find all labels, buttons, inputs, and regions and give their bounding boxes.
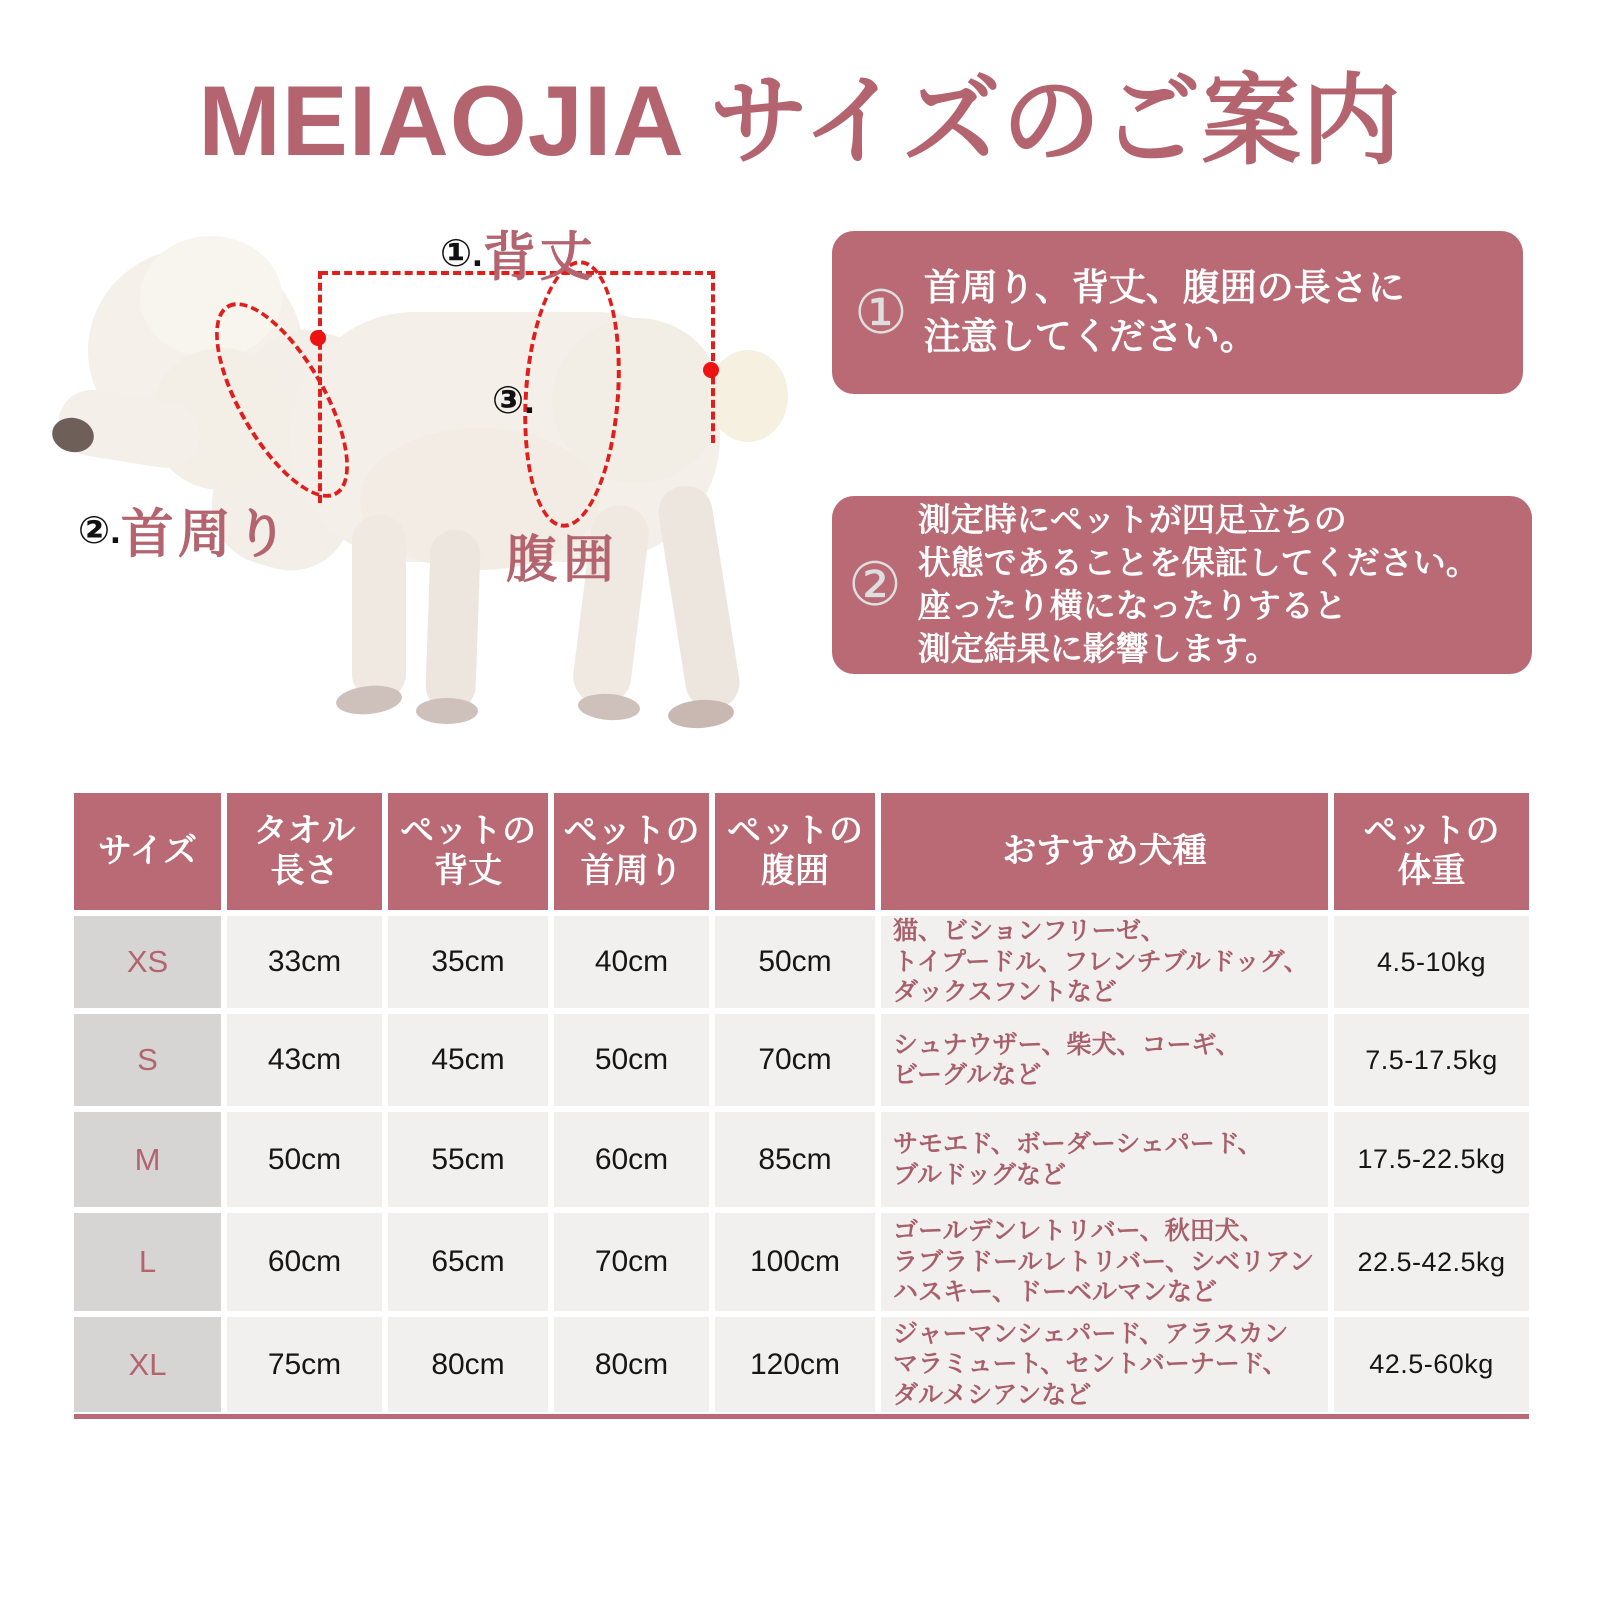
header-neck-girth: ペットの 首周り	[554, 793, 709, 910]
cell-belly-l: 100cm	[715, 1213, 875, 1311]
cell-weight-xs: 4.5-10kg	[1334, 916, 1529, 1008]
measure-point-shoulder	[310, 330, 326, 346]
cell-back-l: 65cm	[388, 1213, 548, 1311]
belly-girth-number: ③.	[492, 380, 535, 422]
measure-point-rump	[703, 362, 719, 378]
back-length-line-right-end	[711, 271, 715, 443]
cell-breeds-m: サモエド、ボーダーシェパード、 ブルドッグなど	[881, 1112, 1328, 1207]
page-title: MEIAOJIA サイズのご案内	[198, 65, 1402, 176]
cell-towel-l: 60cm	[227, 1213, 382, 1311]
dog-paw	[577, 692, 641, 722]
header-back-length: ペットの 背丈	[388, 793, 548, 910]
label-belly-girth: 腹囲	[506, 531, 621, 588]
note-2-text: 測定時にペットが四足立ちの 状態であることを保証してください。 座ったり横になったりすると 測定結果に影響します。	[917, 501, 1479, 667]
cell-back-s: 45cm	[388, 1014, 548, 1106]
note-1-number-icon: ①	[854, 278, 908, 346]
cell-back-xl: 80cm	[388, 1317, 548, 1412]
note-1	[832, 231, 1523, 394]
note-2	[832, 496, 1532, 674]
cell-breeds-xs: 猫、ビションフリーゼ、 トイプードル、フレンチブルドッグ、 ダックスフントなど	[881, 916, 1328, 1008]
back-length-number: ①.	[440, 232, 483, 275]
cell-towel-m: 50cm	[227, 1112, 382, 1207]
cell-breeds-xl: ジャーマンシェパード、アラスカン マラミュート、セントバーナード、 ダルメシアンなど	[881, 1317, 1328, 1412]
cell-breeds-l: ゴールデンレトリバー、秋田犬、 ラブラドールレトリバー、シベリアン ハスキー、ドーベルマンなど	[881, 1213, 1328, 1311]
cell-weight-l: 22.5-42.5kg	[1334, 1213, 1529, 1311]
cell-neck-m: 60cm	[554, 1112, 709, 1207]
cell-belly-s: 70cm	[715, 1014, 875, 1106]
label-neck-girth: ②. 首周り	[78, 505, 292, 564]
cell-back-xs: 35cm	[388, 916, 548, 1008]
cell-neck-l: 70cm	[554, 1213, 709, 1311]
header-towel-length: タオル 長さ	[227, 793, 382, 910]
size-table-grid	[74, 793, 1529, 1412]
note-1-text: 首周り、背丈、腹囲の長さに 注意してください。	[923, 266, 1405, 357]
cell-towel-s: 43cm	[227, 1014, 382, 1106]
size-table	[74, 793, 1529, 1419]
cell-neck-xs: 40cm	[554, 916, 709, 1008]
cell-weight-m: 17.5-22.5kg	[1334, 1112, 1529, 1207]
cell-size-xs: XS	[74, 916, 221, 1008]
header-belly-girth: ペットの 腹囲	[715, 793, 875, 910]
cell-neck-s: 50cm	[554, 1014, 709, 1106]
cell-belly-m: 85cm	[715, 1112, 875, 1207]
cell-belly-xl: 120cm	[715, 1317, 875, 1412]
cell-belly-xs: 50cm	[715, 916, 875, 1008]
header-size: サイズ	[74, 793, 221, 910]
cell-size-xl: XL	[74, 1317, 221, 1412]
header-recommended-breeds: おすすめ犬種	[881, 793, 1328, 910]
dog-tail	[708, 350, 788, 442]
dog-front-leg	[352, 515, 406, 700]
dog-paw	[416, 698, 478, 724]
dog-front-leg	[425, 529, 481, 711]
header-pet-weight: ペットの 体重	[1334, 793, 1529, 910]
label-back-length: ①. 背丈	[440, 228, 597, 287]
cell-breeds-s: シュナウザー、柴犬、コーギ、 ビーグルなど	[881, 1014, 1328, 1106]
dog-paw	[335, 683, 404, 718]
cell-back-m: 55cm	[388, 1112, 548, 1207]
table-bottom-rule	[74, 1414, 1529, 1419]
cell-weight-s: 7.5-17.5kg	[1334, 1014, 1529, 1106]
dog-paw	[667, 698, 735, 731]
neck-girth-number: ②.	[78, 509, 121, 552]
cell-size-s: S	[74, 1014, 221, 1106]
cell-size-l: L	[74, 1213, 221, 1311]
cell-towel-xl: 75cm	[227, 1317, 382, 1412]
cell-neck-xl: 80cm	[554, 1317, 709, 1412]
cell-weight-xl: 42.5-60kg	[1334, 1317, 1529, 1412]
note-2-number-icon: ②	[848, 551, 902, 618]
dog-back-leg	[655, 482, 744, 713]
cell-size-m: M	[74, 1112, 221, 1207]
cell-towel-xs: 33cm	[227, 916, 382, 1008]
